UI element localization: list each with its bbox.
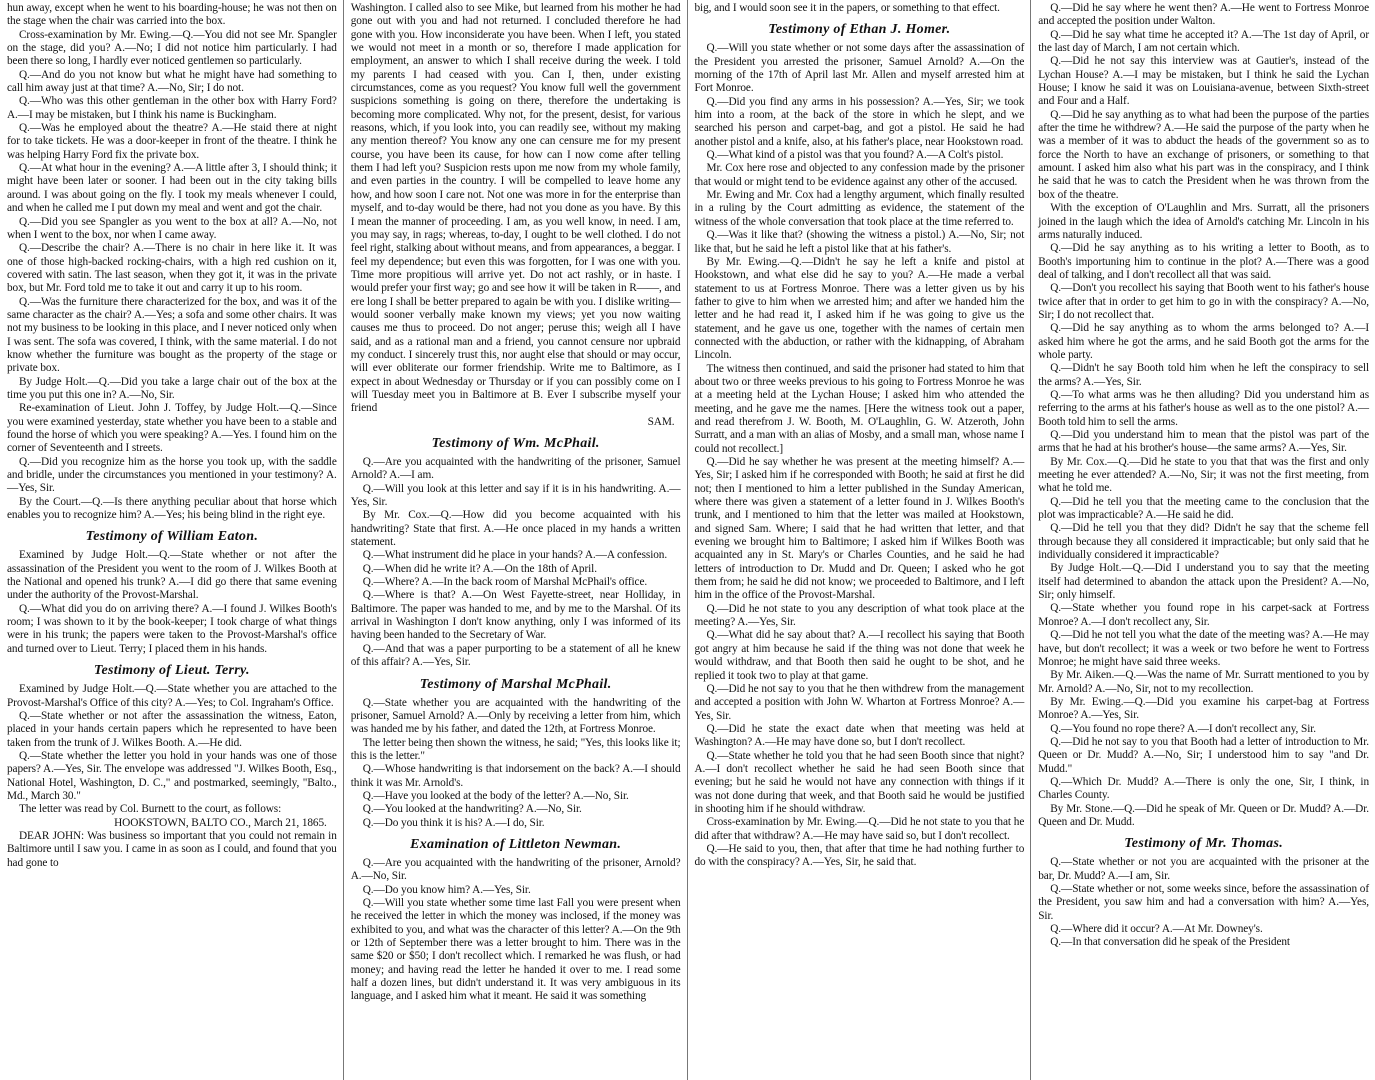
text-paragraph: Q.—In that conversation did he speak of the President bbox=[1050, 936, 1290, 949]
section-heading: Testimony of Lieut. Terry. bbox=[93, 663, 250, 679]
text-paragraph: Q.—Are you acquainted with the handwriting of the prisoner, Samuel Arnold? A.—I am. bbox=[350, 456, 681, 482]
text-paragraph: Mr. Ewing and Mr. Cox had a lengthy argument, which finally resulted in a ruling by the Court admitting as evidence, the statement of the witness of the whole conversation that took place at the time referred to. bbox=[694, 189, 1025, 228]
text-paragraph: Q.—And do you not know but what he might have had something to call him away just at that time? A.—No, Sir; I do not. bbox=[7, 68, 337, 95]
text-paragraph: Q.—Did he not say this interview was at Gautier's, instead of the Lychan House? A.—I may be mistaken, but I think he said the Lychan House; I know he said it was on Louisiana-avenue, between Sixth-street and Four and a Half. bbox=[1038, 55, 1369, 108]
text-paragraph: By Mr. Ewing.—Q.—Did you examine his carpet-bag at Fortress Monroe? A.—Yes, Sir. bbox=[1038, 695, 1369, 722]
text-paragraph: Q.—Where? A.—In the back room of Marshal McPhail's office. bbox=[362, 576, 648, 589]
text-paragraph: Q.—Describe the chair? A.—There is no chair in here like it. It was one of those high-backed rocking-chairs, with a high red cushion on it, covered with satin. The last season, when they got it, it was in the private box, but Mr. Ford told me to take it out and carry it up to his room. bbox=[7, 242, 337, 295]
text-paragraph: By Mr. Aiken.—Q.—Was the name of Mr. Surratt mentioned to you by Mr. Arnold? A.—No, Sir, not to my recollection. bbox=[1038, 669, 1369, 695]
section-heading: Examination of Littleton Newman. bbox=[410, 836, 622, 852]
text-paragraph: The letter was read by Col. Burnett to the court, as follows: bbox=[19, 803, 282, 816]
text-paragraph: Q.—Will you state whether or not some days after the assassination of the President you arrested the prisoner, Samuel Arnold? A.—On the morning of the 17th of April last Mr. Allen and myself arrested him at Fort Monroe. bbox=[694, 42, 1025, 95]
section-heading: Testimony of Ethan J. Homer. bbox=[768, 22, 951, 38]
text-paragraph: By Mr. Cox.—Q.—How did you become acquainted with his handwriting? State that first. A.—He once placed in my hands a written statement. bbox=[350, 509, 681, 549]
text-paragraph: Q.—Where is that? A.—On West Fayette-street, near Holliday, in Baltimore. The paper was handed to me, and by me to the Marshal. Of its arrival in Washington I don't know anything, only I was informed of its having been handed to the Secretary of War. bbox=[350, 589, 681, 642]
text-paragraph: Q.—Did he say whether he was present at the meeting himself? A.—Yes, Sir; I asked him if he corresponded with Booth; he said at first he did not; then I mentioned to him a letter published in the Sunday American, where there was given a statement of a letter found in J. Wilkes Booth's trunk, and I mentioned to him that the letter was mailed at Hookstown, and signed Sam. Where; I said that he had written that letter, and that evening we brought him to Baltimore; I asked him if Wilkes Booth was acquainted any in St. Mary's or Charles Counties, and he said he had letters of introduction to Dr. Mudd and Dr. Queen; I asked who he got them from; he said he did not know; we proceeded to Baltimore, and I left him in the office of the Provost-Marshal. bbox=[694, 456, 1025, 602]
text-paragraph: Q.—You found no rope there? A.—I don't recollect any, Sir. bbox=[1050, 722, 1316, 735]
text-paragraph: Q.—Did he tell you that they did? Didn't he say that the scheme fell through because they all considered it impracticable; but only said that he individually considered it impracticable? bbox=[1038, 522, 1369, 562]
text-paragraph: Q.—When did he write it? A.—On the 18th of April. bbox=[362, 562, 597, 575]
text-paragraph: Q.—Did you find any arms in his possession? A.—Yes, Sir; we took him into a room, at the back of the store in which he slept, and we searched his person and carpet-bag, and got a pistol. He said he had another pistol and a knife, also, at his father's place, near Hookstown road. bbox=[694, 95, 1025, 148]
text-paragraph: The witness then continued, and said the prisoner had stated to him that about two or three weeks previous to his going to Fortress Monroe he was at a meeting held at the Lychan House; I asked him who attended the meeting, and he gave me the names. [Here the witness took out a paper, and read therefrom J. W. Booth, M. O'Laughlin, G. W. Atzeroth, John Surratt, and a man with an alias of Mosby, and a small man, whose name I could not recollect.] bbox=[694, 362, 1025, 455]
text-paragraph: Cross-examination by Mr. Ewing.—Q.—Did he not state to you that he did after that withdraw? A.—He may have said so, but I don't recollect. bbox=[694, 816, 1025, 842]
text-paragraph: Q.—Did he tell you that the meeting came to the conclusion that the plot was impracticable? A.—He said he did. bbox=[1038, 495, 1369, 522]
text-paragraph: Q.—What instrument did he place in your hands? A.—A confession. bbox=[362, 549, 668, 562]
text-paragraph: With the exception of O'Laughlin and Mrs. Surratt, all the prisoners joined in the laugh which the idea of Arnold's catching Mr. Lincoln in his arms naturally induced. bbox=[1038, 202, 1369, 241]
text-paragraph: Q.—Did he say what time he accepted it? A.—The 1st day of April, or the last day of March, I am not certain which. bbox=[1038, 28, 1369, 55]
text-paragraph: Q.—You looked at the handwriting? A.—No, Sir. bbox=[362, 803, 582, 816]
text-paragraph: Examined by Judge Holt.—Q.—State whether or not after the assassination of the President you went to the room of J. Wilkes Booth at the National and opened his trunk? A.—I did go there that same evening under the authority of the Provost-Marshal. bbox=[7, 549, 337, 602]
section-heading: Testimony of Marshal McPhail. bbox=[419, 676, 612, 692]
text-paragraph: Cross-examination by Mr. Ewing.—Q.—You did not see Mr. Spangler on the stage, did you? A.—No; I did not notice him particularly. I had been there so long, I hardly ever noticed gentlemen so particularly. bbox=[7, 28, 337, 68]
text-paragraph: Q.—And that was a paper purporting to be a statement of all he knew of this affair? A.—Yes, Sir. bbox=[350, 642, 681, 669]
section-heading: Testimony of William Eaton. bbox=[85, 529, 259, 545]
text-paragraph: Q.—Did he say anything as to what had been the purpose of the parties after the time he withdrew? A.—He said the purpose of the party when he was a member of it was to abduct the heads of the government so as to force the North to have an exchange of prisoners, or something to that amount. I asked him also what his part was in the conspiracy, and I think he said that he was to catch the President when he was thrown from the box of the theatre. bbox=[1038, 108, 1369, 201]
text-paragraph: By Mr. Stone.—Q.—Did he speak of Mr. Queen or Dr. Mudd? A.—Dr. Queen and Dr. Mudd. bbox=[1038, 802, 1369, 828]
text-paragraph: Q.—Did he not say to you that he then withdrew from the management and accepted a position with John W. Wharton at Fortress Monroe? A.—Yes, Sir. bbox=[694, 682, 1025, 722]
text-paragraph: Q.—State whether he told you that he had seen Booth since that night? A.—I don't recollect whether he said he had seen Booth since that evening; but he said he would not have any connection with things if it was not done during that week, and that Booth said he would be justified in shooting him if he should withdraw. bbox=[694, 749, 1025, 815]
text-paragraph: Q.—State whether you found rope in his carpet-sack at Fortress Monroe? A.—I don't recollect any, Sir. bbox=[1038, 602, 1369, 628]
text-paragraph: SAM. bbox=[647, 415, 675, 428]
text-paragraph: By Judge Holt.—Q.—Did you take a large chair out of the box at the time you put this one in? A.—No, Sir. bbox=[7, 375, 337, 401]
text-paragraph: Q.—What did you do on arriving there? A.—I found J. Wilkes Booth's room; I was shown to it by the book-keeper; I took charge of what things were in his trunk; the papers were taken to the Provost-Marshal's office and turned over to Lieut. Terry; I placed them in his hands. bbox=[7, 602, 337, 655]
text-paragraph: Q.—State whether the letter you hold in your hands was one of those papers? A.—Yes, Sir. The envelope was addressed "J. Wilkes Booth, Esq., National Hotel, Washington, D. C.," and postmarked, seemingly, "Balto., Md., March 30." bbox=[7, 749, 337, 802]
column-3 bbox=[688, 0, 1032, 1080]
text-paragraph: By the Court.—Q.—Is there anything peculiar about that horse which enables you to recognize him? A.—Yes; his being blind in the right eye. bbox=[7, 495, 337, 522]
text-paragraph: Q.—Have you looked at the body of the letter? A.—No, Sir. bbox=[362, 789, 629, 802]
text-paragraph: Q.—Do you think it is his? A.—I do, Sir. bbox=[362, 816, 545, 829]
text-paragraph: DEAR JOHN: Was business so important that you could not remain in Baltimore until I saw you. I came in as soon as I could, and found that you had gone to bbox=[7, 829, 337, 869]
text-paragraph: Q.—Did he say anything as to his writing a letter to Booth, as to Booth's importuning him to continue in the plot? A.—There was a good deal of talking, and I don't recollect all that was said. bbox=[1038, 242, 1369, 281]
column-4 bbox=[1031, 0, 1375, 1080]
text-paragraph: Q.—He said to you, then, that after that time he had nothing further to do with the conspiracy? A.—Yes, Sir, he said that. bbox=[694, 842, 1025, 869]
column-2 bbox=[344, 0, 688, 1080]
text-paragraph: Q.—State whether or not, some weeks since, before the assassination of the President, you saw him and had a conversation with him? A.—Yes, Sir. bbox=[1038, 883, 1369, 922]
text-paragraph: Q.—Was he employed about the theatre? A.—He staid there at night for to take tickets. He was a door-keeper in front of the theatre. I think he was helping Harry Ford fix the private box. bbox=[7, 122, 337, 161]
text-paragraph: Q.—Was the furniture there characterized for the box, and was it of the same character as the chair? A.—Yes; a sofa and some other chairs. It was not my business to be looking in this place, and I never noticed only when I was sent. The sofa was covered, I think, with the same material. I do not know whether the furniture was bought as the property of the stage or private box. bbox=[7, 295, 337, 375]
text-paragraph: Q.—State whether you are acquainted with the handwriting of the prisoner, Samuel Arnold? A.—Only by receiving a letter from him, which was handed me by his father, and dated the 12th, at Fortress Monroe. bbox=[350, 696, 681, 736]
text-paragraph: Q.—State whether or not after the assassination the witness, Eaton, placed in your hands certain papers which he represented to have been taken from the trunk of J. Wilkes Booth. A.—He did. bbox=[7, 709, 337, 749]
text-paragraph: The letter being then shown the witness, he said; "Yes, this looks like it; this is the letter." bbox=[350, 736, 681, 762]
text-paragraph: Mr. Cox here rose and objected to any confession made by the prisoner that would or might tend to be evidence against any other of the accused. bbox=[694, 162, 1025, 188]
text-paragraph: hun away, except when he went to his boarding-house; he was not then on the stage when the chair was carried into the box. bbox=[7, 2, 337, 28]
text-paragraph: Q.—Whose handwriting is that indorsement on the back? A.—I should think it was Mr. Arnold's. bbox=[350, 763, 681, 789]
text-paragraph: Q.—Did you see Spangler as you went to the box at all? A.—No, not when I went to the box, nor when I came away. bbox=[7, 215, 337, 241]
text-paragraph: Q.—What did he say about that? A.—I recollect his saying that Booth got angry at him because he said if the thing was not done that week he would withdraw, and that Booth then said he ought to be shot, and he replied it took two to play at that game. bbox=[694, 629, 1025, 682]
text-paragraph: Q.—Do you know him? A.—Yes, Sir. bbox=[362, 883, 531, 896]
text-paragraph: Q.—Did he say anything as to whom the arms belonged to? A.—I asked him where he got the arms, and he said Booth got the arms for the whole party. bbox=[1038, 322, 1369, 361]
text-paragraph: Q.—Are you acquainted with the handwriting of the prisoner, Arnold? A.—No, Sir. bbox=[350, 856, 681, 883]
text-paragraph: Q.—Did he not state to you any description of what took place at the meeting? A.—Yes, Sir. bbox=[694, 602, 1025, 629]
text-paragraph: Q.—Will you look at this letter and say if it is in his handwriting. A.—Yes, Sir. bbox=[350, 482, 681, 509]
text-paragraph: HOOKSTOWN, BALTO CO., March 21, 1865. bbox=[114, 816, 327, 829]
text-paragraph: By Judge Holt.—Q.—Did I understand you to say that the meeting itself had determined to abandon the attack upon the President? A.—No, Sir; only himself. bbox=[1038, 562, 1369, 602]
text-paragraph: Q.—State whether or not you are acquainted with the prisoner at the bar, Dr. Mudd? A.—I am, Sir. bbox=[1038, 856, 1369, 882]
column-1 bbox=[0, 0, 344, 1080]
text-paragraph: Q.—Where did it occur? A.—At Mr. Downey's. bbox=[1050, 923, 1263, 936]
text-paragraph: Re-examination of Lieut. John J. Toffey, by Judge Holt.—Q.—Since you were examined yesterday, state whether you have been to a stable and found the horse of which you were speaking? A.—Yes. I found him on the corner of Seventeenth and I streets. bbox=[7, 402, 337, 455]
text-paragraph: Q.—Didn't he say Booth told him when he left the conspiracy to sell the arms? A.—Yes, Sir. bbox=[1038, 362, 1369, 388]
text-paragraph: Examined by Judge Holt.—Q.—State whether you are attached to the Provost-Marshal's Office of this city? A.—Yes; to Col. Ingraham's Office. bbox=[7, 683, 337, 709]
text-paragraph: Q.—To what arms was he then alluding? Did you understand him as referring to the arms at his father's house as well as to the one pistol? A.—Booth told him to sell the arms. bbox=[1038, 388, 1369, 428]
text-paragraph: By Mr. Ewing.—Q.—Didn't he say he left a knife and pistol at Hookstown, and what else did he say to you? A.—He made a verbal statement to us at Fortress Monroe. There was a letter given us by his father to give to him when we arrested him; and after we handed him the letter and he had read it, I asked him if he was going to give us the statement, and he gave us one, together with the names of certain men connected with the abduction, or rather with the kidnapping, of Abraham Lincoln. bbox=[694, 255, 1025, 362]
text-paragraph: Q.—Will you state whether some time last Fall you were present when he received the letter in which the money was inclosed, if the money was exhibited to you, and what was the character of this letter? A.—On the 9th or 12th of September there was a letter brought to him. There was in the same $20 or $50; I don't recollect which. I remarked he was flush, or had money; and having read the letter he handed it over to me. I read some half a dozen lines, but didn't understand it. It was very ambiguous in its language, and I asked him what it meant. He said it was something bbox=[350, 896, 681, 1003]
text-paragraph: Q.—Did you recognize him as the horse you took up, with the saddle and bridle, under the circumstances you mentioned in your testimony? A.—Yes, Sir. bbox=[7, 455, 337, 495]
text-paragraph: Q.—Did he not tell you what the date of the meeting was? A.—He may have, but don't recollect; it was a week or two before he went to Fortress Monroe; he might have said three weeks. bbox=[1038, 629, 1369, 668]
text-paragraph: Q.—Who was this other gentleman in the other box with Harry Ford? A.—I may be mistaken, but I think his name is Buckingham. bbox=[7, 95, 337, 121]
text-paragraph: Q.—Did he state the exact date when that meeting was held at Washington? A.—He may have done so, but I don't recollect. bbox=[694, 722, 1025, 749]
text-paragraph: Q.—Was it like that? (showing the witness a pistol.) A.—No, Sir; not like that, but he said he left a pistol like that at his father's. bbox=[694, 229, 1025, 255]
text-paragraph: Q.—At what hour in the evening? A.—A little after 3, I should think; it might have been later or sooner. I had been out in the city taking bills around. I was about going on the fly. I took my meals whenever I could, and when he called me I put down my meal and went and got the chair. bbox=[7, 162, 337, 215]
text-paragraph: big, and I would soon see it in the papers, or something to that effect. bbox=[694, 2, 1000, 14]
text-paragraph: Washington. I called also to see Mike, but learned from his mother he had gone out with you and had not returned. I concluded therefore he had gone with you. How inconsiderate you have been. When I left, you stated we would not meet in a month or so, therefore I made application for employment, an answer to which I shall receive during the week. I told my parents I had ceased with you. Can I, then, under existing circumstances, come as you request? You know full well the government suspicions something is going on there, therefore the undertaking is becoming more complicated. Why not, for the present, desist, for various reasons, which, if you look into, you can readily see, without my making any mention thereof? You know any one can censure me for my present course, you have been its cause, for how can I now come after telling them I had left you? Suspicion rests upon me now from my whole family, and even parties in the country. I will be compelled to leave home any how, and how soon I care not. Not one was more in for the enterprise than myself, and to-day would be there, had not you done as you have. By this I mean the manner of proceeding. I am, as you well know, in need. I am, you may say, in rags; whereas, to-day, I ought to be well clothed. I do not feel right, stalking about without means, and from appearances, a beggar. I feel my dependence; but even this was forgotten, for I was one with you. Time more propitious will arrive yet. Do not act rashly, or in haste. I would prefer your first way; go and see how it will be taken in R——, and ere long I shall be better prepared to again be with you. I dislike writing—would sooner verbally make known my views; yet you now waiting causes me thus to proceed. Do not anger; peruse this; weigh all I have said, and as a rational man and a friend, you cannot censure nor upbraid my conduct. I sincerely trust this, nor aught else that should or may occur, will ever obliterate our former friendship. Write me to Baltimore, as I expect in about Wednesday or Thursday or if you can possibly come on I will Tuesday meet you in Baltimore at B. Ever I subscribe myself your friend bbox=[350, 2, 681, 415]
section-heading: Testimony of Wm. McPhail. bbox=[431, 436, 600, 451]
text-paragraph: Q.—Did he not say to you that Booth had a letter of introduction to Mr. Queen or Dr. Mudd? A.—No, Sir; I understood him to say "and Dr. Mudd." bbox=[1038, 735, 1369, 775]
text-paragraph: Q.—Don't you recollect his saying that Booth went to his father's house twice after that in order to get him to go in with the conspiracy? A.—No, Sir; I do not recollect that. bbox=[1038, 282, 1369, 321]
text-paragraph: Q.—Which Dr. Mudd? A.—There is only the one, Sir, I think, in Charles County. bbox=[1038, 775, 1369, 802]
text-paragraph: Q.—What kind of a pistol was that you found? A.—A Colt's pistol. bbox=[706, 149, 1004, 162]
text-paragraph: Q.—Did you understand him to mean that the pistol was part of the arms that he had at his brother's house—the same arms? A.—Yes, Sir. bbox=[1038, 429, 1369, 455]
text-paragraph: By Mr. Cox.—Q.—Did he state to you that that was the first and only meeting he ever attended? A.—No, Sir; it was not the first meeting, from what he told me. bbox=[1038, 455, 1369, 495]
text-paragraph: Q.—Did he say where he went then? A.—He went to Fortress Monroe and accepted the position under Walton. bbox=[1038, 2, 1369, 28]
section-heading: Testimony of Mr. Thomas. bbox=[1124, 836, 1283, 852]
